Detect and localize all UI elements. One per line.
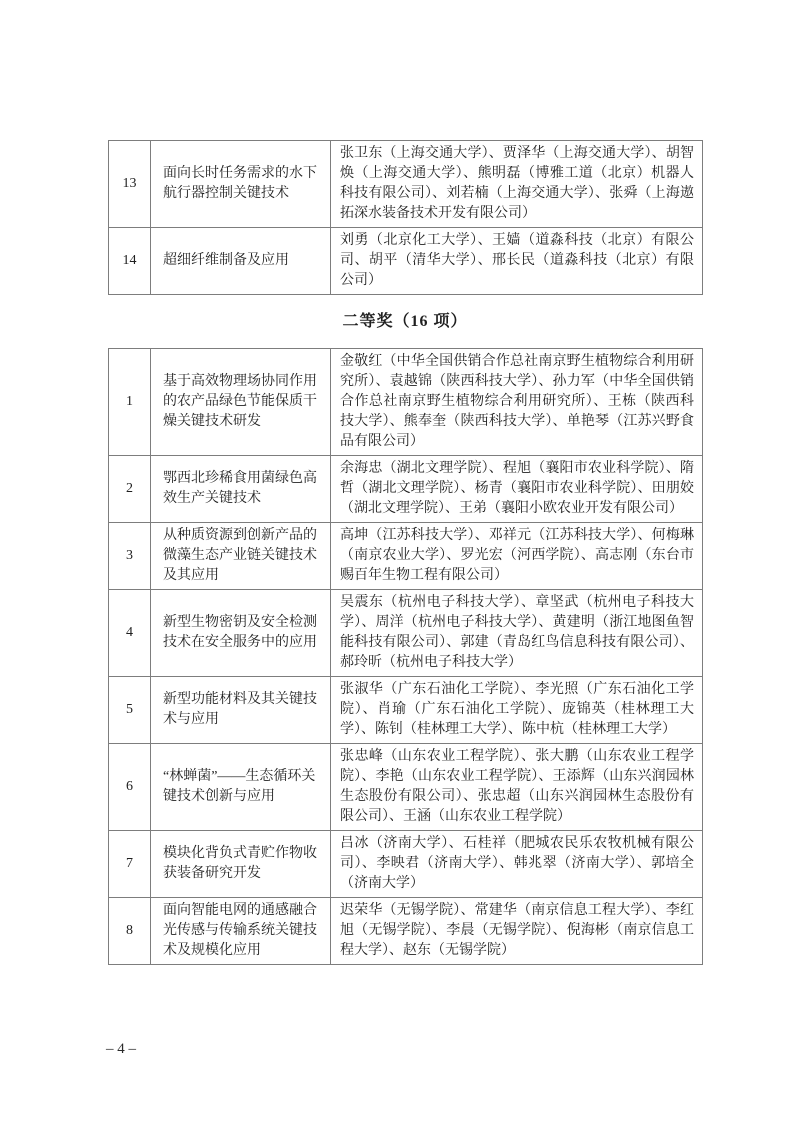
awardees-list: 张淑华（广东石油化工学院）、李光照（广东石油化工学院）、肖瑜（广东石油化工学院）、庞锦英（桂林理工大学）、陈钊（桂林理工大学）、陈中杭（桂林理工大学） — [331, 677, 703, 744]
first-prize-table-continued — [108, 140, 703, 295]
awardees-list: 张卫东（上海交通大学）、贾泽华（上海交通大学）、胡智焕（上海交通大学）、熊明磊（博雅工道（北京）机器人科技有限公司）、刘若楠（上海交通大学）、张舜（上海遨拓深水装备技术开发有限公司） — [331, 141, 703, 228]
awardees-list: 吕冰（济南大学）、石桂祥（肥城农民乐农牧机械有限公司）、李映君（济南大学）、韩兆翠（济南大学）、郭培全（济南大学） — [331, 831, 703, 898]
project-title: “林蝉菌”——生态循环关键技术创新与应用 — [151, 744, 331, 831]
project-title: 新型生物密钥及安全检测技术在安全服务中的应用 — [151, 590, 331, 677]
row-number: 4 — [109, 590, 151, 677]
second-prize-table-body — [109, 349, 703, 965]
second-prize-table — [108, 348, 703, 965]
table-row — [109, 349, 703, 456]
project-title: 模块化背负式青贮作物收获装备研究开发 — [151, 831, 331, 898]
row-number: 14 — [109, 228, 151, 295]
table-row — [109, 898, 703, 965]
project-title: 超细纤维制备及应用 — [151, 228, 331, 295]
page-content — [108, 140, 702, 965]
row-number: 6 — [109, 744, 151, 831]
project-title: 基于高效物理场协同作用的农产品绿色节能保质干燥关键技术研发 — [151, 349, 331, 456]
row-number: 8 — [109, 898, 151, 965]
awardees-list: 高坤（江苏科技大学）、邓祥元（江苏科技大学）、何梅琳（南京农业大学）、罗光宏（河西学院）、高志刚（东台市赐百年生物工程有限公司） — [331, 523, 703, 590]
awardees-list: 张忠峰（山东农业工程学院）、张大鹏（山东农业工程学院）、李艳（山东农业工程学院）、王添辉（山东兴润园林生态股份有限公司）、张忠超（山东兴润园林生态股份有限公司）、王涵（山东农业工程学院） — [331, 744, 703, 831]
row-number: 13 — [109, 141, 151, 228]
table-row — [109, 677, 703, 744]
table-row — [109, 228, 703, 295]
table-row — [109, 590, 703, 677]
awardees-list: 刘勇（北京化工大学）、王嫱（道淼科技（北京）有限公司、胡平（清华大学）、邢长民（道淼科技（北京）有限公司） — [331, 228, 703, 295]
awardees-list: 吴震东（杭州电子科技大学）、章坚武（杭州电子科技大学）、周洋（杭州电子科技大学）、黄建明（浙江地图鱼智能科技有限公司）、郭建（青岛红鸟信息科技有限公司）、郝玲昕（杭州电子科技大学） — [331, 590, 703, 677]
row-number: 1 — [109, 349, 151, 456]
table-row — [109, 831, 703, 898]
awardees-list: 余海忠（湖北文理学院）、程旭（襄阳市农业科学院）、隋哲（湖北文理学院）、杨青（襄阳市农业科学院）、田朋姣（湖北文理学院）、王弟（襄阳小欧农业开发有限公司） — [331, 456, 703, 523]
first-prize-table-body — [109, 141, 703, 295]
row-number: 7 — [109, 831, 151, 898]
project-title: 鄂西北珍稀食用菌绿色高效生产关键技术 — [151, 456, 331, 523]
table-row — [109, 744, 703, 831]
table-row — [109, 523, 703, 590]
section-heading-second-prize: 二等奖（16 项） — [342, 313, 468, 330]
table-row — [109, 141, 703, 228]
table-row — [109, 456, 703, 523]
awardees-list: 金敬红（中华全国供销合作总社南京野生植物综合利用研究所）、袁越锦（陕西科技大学）、孙力军（中华全国供销合作总社南京野生植物综合利用研究所）、王栋（陕西科技大学）、熊奉奎（陕西科技大学）、单艳琴（江苏兴野食品有限公司） — [331, 349, 703, 456]
row-number: 5 — [109, 677, 151, 744]
project-title: 从种质资源到创新产品的微藻生态产业链关键技术及其应用 — [151, 523, 331, 590]
row-number: 3 — [109, 523, 151, 590]
project-title: 新型功能材料及其关键技术与应用 — [151, 677, 331, 744]
row-number: 2 — [109, 456, 151, 523]
project-title: 面向智能电网的通感融合光传感与传输系统关键技术及规模化应用 — [151, 898, 331, 965]
awardees-list: 迟荣华（无锡学院）、常建华（南京信息工程大学）、李红旭（无锡学院）、李晨（无锡学院）、倪海彬（南京信息工程大学）、赵东（无锡学院） — [331, 898, 703, 965]
project-title: 面向长时任务需求的水下航行器控制关键技术 — [151, 141, 331, 228]
page-number: – 4 – — [106, 1041, 136, 1057]
